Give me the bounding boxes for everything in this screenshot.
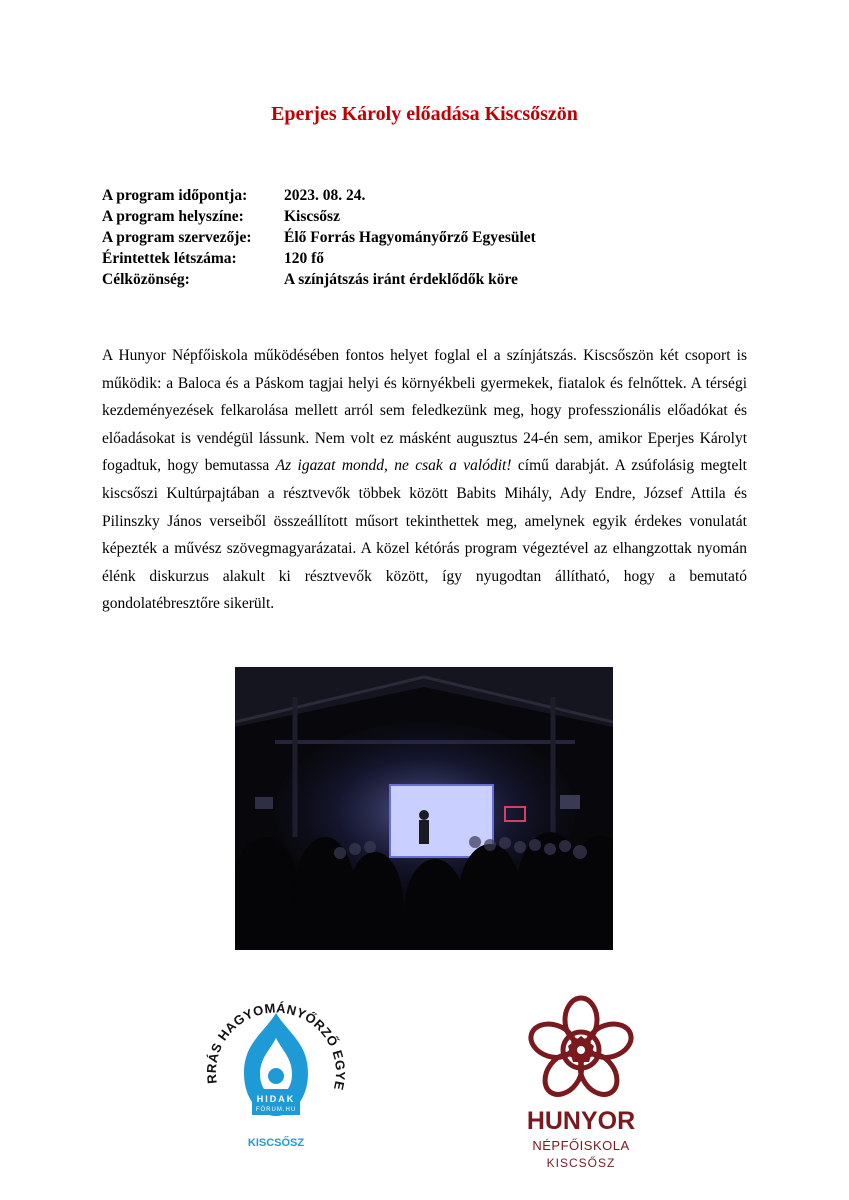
hunyor-location: KISCSŐSZ [546, 1156, 616, 1170]
elo-forras-emblem [196, 988, 356, 1160]
body-text-part2: című darabját. A zsúfolásig megtelt kiscsőszi Kultúrpajtában a résztvevők többek között Babits Mihály, Ady Endre, József Attila és Pilinszky János verseiből összeállított műsort tekinthettek meg, amelynek egyik érdekes vonulatát képezték a művész szövegmagyarázatai. A közel kétórás program végeztével az elhangzottak nyomán élénk diskurzus alakult ki résztvevők között, így nyugodtan állítható, hogy a bemutató gondolatébresztőre sikerült. [102, 457, 747, 613]
logo-center-line2: FÓRUM.HU [255, 1107, 297, 1113]
info-label: A program időpontja: [102, 187, 248, 204]
hunyor-name: HUNYOR [526, 1107, 636, 1135]
play-title: Az igazat mondd, ne csak a valódit! [275, 457, 512, 475]
logo-ring-text: RRÁS HAGYOMÁNYŐRZŐ EGYE [203, 1000, 349, 1092]
event-photo [235, 667, 613, 950]
info-label: A program szervezője: [102, 229, 252, 246]
info-row [102, 227, 536, 248]
info-value: Kiscsősz [284, 208, 340, 225]
info-label: Érintettek létszáma: [102, 250, 237, 267]
document-title: Eperjes Károly előadása Kiscsőszön [271, 103, 578, 125]
program-info [102, 185, 536, 290]
info-label: Célközönség: [102, 271, 190, 288]
hunyor-emblem [520, 995, 650, 1105]
info-row [102, 269, 536, 290]
info-row [102, 206, 536, 227]
info-label: A program helyszíne: [102, 208, 244, 225]
info-value: A színjátszás iránt érdeklődők köre [284, 271, 518, 288]
info-value: Élő Forrás Hagyományőrző Egyesület [284, 229, 536, 246]
info-row [102, 248, 536, 269]
body-text-part1: A Hunyor Népfőiskola működésében fontos helyet foglal el a színjátszás. Kiscsőszön két csoport is működik: a Baloca és a Páskom tagjai helyi és környékbeli gyermekek, fiatalok és felnőttek. A térségi kezdeményezések felkarolása mellett arról sem feledkezünk meg, hogy professzionális előadókat és előadásokat is vendégül lássunk. Nem volt ez másként augusztus 24-én sem, amikor Eperjes Károlyt fogadtuk, hogy bemutassa [102, 347, 747, 475]
info-row [102, 185, 536, 206]
logo-center-line1: HIDAK [256, 1094, 296, 1104]
event-photo-illustration [235, 667, 613, 950]
hunyor-subtitle: NÉPFŐISKOLA [532, 1138, 630, 1153]
info-value: 120 fő [284, 250, 325, 267]
info-value: 2023. 08. 24. [284, 187, 366, 204]
body-paragraph [102, 342, 747, 618]
logo-bottom-text: KISCSŐSZ [247, 1137, 305, 1149]
elo-forras-logo [196, 988, 356, 1160]
